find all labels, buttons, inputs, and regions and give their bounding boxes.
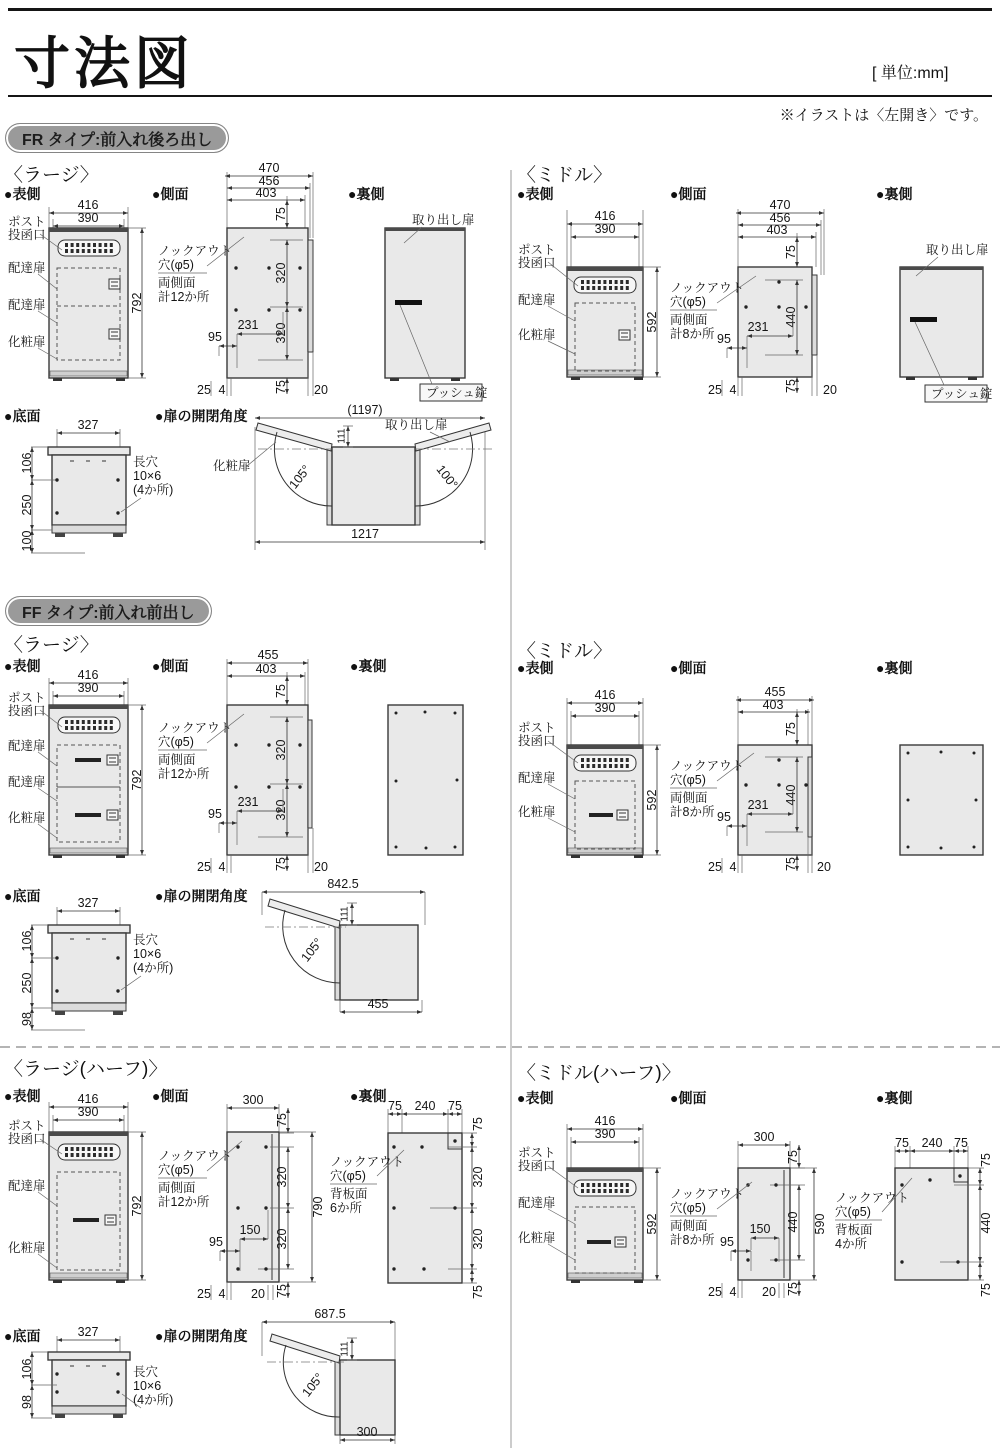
dim: 106 bbox=[20, 452, 34, 474]
dim: 95 bbox=[208, 807, 222, 821]
dim: 95 bbox=[209, 1235, 223, 1249]
dim: 300 bbox=[753, 1130, 775, 1144]
dim: 455 bbox=[367, 997, 389, 1011]
view-label: ●表側 bbox=[517, 186, 554, 202]
deco-door-open bbox=[270, 1334, 340, 1363]
handle-icon bbox=[589, 813, 613, 817]
dim: 792 bbox=[130, 1195, 144, 1217]
part-label: 投函口 bbox=[8, 704, 46, 718]
dim: 416 bbox=[77, 198, 99, 212]
post-slot-icon bbox=[58, 240, 120, 256]
view-label: ●側面 bbox=[670, 1090, 707, 1106]
fr-door-angle-view bbox=[213, 403, 492, 550]
dim: 231 bbox=[747, 320, 769, 334]
dim: 75 bbox=[274, 207, 288, 221]
size-label-half-large: 〈ラージ(ハーフ)〉 bbox=[4, 1059, 168, 1080]
dim: 390 bbox=[77, 1105, 99, 1119]
part-label: ポスト bbox=[518, 243, 556, 257]
lock-icon bbox=[617, 810, 628, 820]
post-slot-icon bbox=[58, 1144, 120, 1160]
dim: 416 bbox=[77, 668, 99, 682]
dim: (1197) bbox=[347, 403, 383, 417]
dim: 105° bbox=[286, 462, 314, 492]
callout: ノックアウト bbox=[670, 1187, 745, 1201]
view-label: ●側面 bbox=[670, 660, 707, 676]
part-label: 投函口 bbox=[518, 256, 556, 270]
callout: 10×6 bbox=[133, 469, 162, 483]
dim: 20 bbox=[251, 1287, 265, 1301]
dim: 231 bbox=[237, 795, 259, 809]
dim: 320 bbox=[274, 799, 288, 821]
illustration-note: ※イラストは〈左開き〉です。 bbox=[779, 107, 988, 124]
half-middle-back-view bbox=[835, 1136, 993, 1297]
size-label-fr-middle: 〈ミドル〉 bbox=[517, 165, 613, 186]
dim: 456 bbox=[769, 211, 791, 225]
callout: ノックアウト bbox=[835, 1191, 910, 1205]
view-label: ●底面 bbox=[4, 1328, 41, 1344]
dim: 95 bbox=[717, 332, 731, 346]
part-label: 化粧扉 bbox=[8, 811, 46, 825]
deco-door-open bbox=[256, 423, 332, 451]
lock-icon bbox=[107, 810, 118, 820]
part-label: 投函口 bbox=[8, 1132, 46, 1146]
ff-large-back-view bbox=[388, 705, 463, 855]
callout: ノックアウト bbox=[158, 244, 233, 258]
view-label: ●側面 bbox=[152, 186, 189, 202]
part-label: 配達扉 bbox=[518, 1196, 556, 1210]
dim: 75 bbox=[274, 684, 288, 698]
post-slot-icon bbox=[574, 1180, 636, 1196]
push-lock-icon bbox=[910, 317, 937, 322]
dim: 20 bbox=[762, 1285, 776, 1299]
dim: 440 bbox=[784, 784, 798, 806]
callout: 穴(φ5) bbox=[158, 735, 194, 749]
view-label: ●側面 bbox=[670, 186, 707, 202]
dim: 75 bbox=[471, 1117, 485, 1131]
part-label: ポスト bbox=[8, 1119, 46, 1133]
dim: 75 bbox=[784, 857, 798, 871]
part-label: 化粧扉 bbox=[8, 1241, 46, 1255]
dim: 1217 bbox=[351, 527, 379, 541]
dim: 75 bbox=[979, 1153, 993, 1167]
dim: 592 bbox=[645, 311, 659, 333]
dim: 403 bbox=[762, 698, 784, 712]
dim: 75 bbox=[275, 1284, 289, 1298]
dim: 105° bbox=[298, 935, 326, 965]
dim: 416 bbox=[594, 688, 616, 702]
view-label: ●表側 bbox=[517, 660, 554, 676]
page-title: 寸法図 bbox=[14, 32, 194, 95]
callout: 両側面 bbox=[670, 313, 708, 327]
callout: 背板面 bbox=[330, 1187, 368, 1201]
fr-middle-side-view bbox=[670, 198, 837, 397]
view-label: ●裏側 bbox=[876, 660, 913, 676]
dim: 75 bbox=[954, 1136, 968, 1150]
callout: 背板面 bbox=[835, 1223, 873, 1237]
dim: 75 bbox=[979, 1283, 993, 1297]
dim: 592 bbox=[645, 1213, 659, 1235]
view-label: ●表側 bbox=[4, 1088, 41, 1104]
part-label: ポスト bbox=[8, 691, 46, 705]
part-label: 配達扉 bbox=[8, 261, 46, 275]
dim: 390 bbox=[594, 701, 616, 715]
dim: 75 bbox=[471, 1285, 485, 1299]
part-label: 配達扉 bbox=[518, 293, 556, 307]
view-label: ●裏側 bbox=[350, 658, 387, 674]
dim: 320 bbox=[275, 1228, 289, 1250]
part-label: 取り出し扉 bbox=[412, 213, 475, 227]
dim: 95 bbox=[720, 1235, 734, 1249]
dim: 231 bbox=[747, 798, 769, 812]
callout: (4か所) bbox=[133, 1393, 174, 1407]
dim: 4 bbox=[729, 383, 737, 397]
dim: 320 bbox=[471, 1166, 485, 1188]
ff-type-badge: FF タイプ:前入れ前出し bbox=[5, 596, 212, 626]
dim: 790 bbox=[311, 1196, 325, 1218]
view-label: ●裏側 bbox=[348, 186, 385, 202]
half-middle-side-view bbox=[670, 1130, 827, 1299]
callout: 10×6 bbox=[133, 1379, 162, 1393]
callout: 穴(φ5) bbox=[158, 1163, 194, 1177]
dim: 470 bbox=[258, 161, 280, 175]
dim: 150 bbox=[749, 1222, 771, 1236]
lock-icon bbox=[615, 1237, 626, 1247]
dim: 4 bbox=[218, 860, 226, 874]
fr-large-front-view bbox=[8, 198, 146, 381]
dim: 75 bbox=[784, 722, 798, 736]
half-door-angle-view bbox=[262, 1307, 395, 1444]
dim: 792 bbox=[130, 769, 144, 791]
dim: 150 bbox=[239, 1223, 261, 1237]
dim: 25 bbox=[197, 383, 211, 397]
dim: 403 bbox=[255, 662, 277, 676]
dim: 75 bbox=[388, 1099, 402, 1113]
part-label: 化粧扉 bbox=[518, 805, 556, 819]
part-label: 投函口 bbox=[518, 734, 556, 748]
callout: 穴(φ5) bbox=[330, 1169, 366, 1183]
deco-door-open bbox=[268, 899, 340, 928]
part-label: 化粧扉 bbox=[8, 335, 46, 349]
dim: 106 bbox=[20, 1358, 34, 1380]
view-label: ●表側 bbox=[4, 658, 41, 674]
part-label: 化粧扉 bbox=[518, 1231, 556, 1245]
dim: 792 bbox=[130, 292, 144, 314]
part-label: 投函口 bbox=[8, 228, 46, 242]
handle-icon bbox=[587, 1240, 611, 1244]
half-large-front-view bbox=[8, 1092, 146, 1283]
fr-middle-front-view bbox=[518, 209, 661, 380]
callout: 穴(φ5) bbox=[670, 295, 706, 309]
dim: 403 bbox=[255, 186, 277, 200]
dim: 111 bbox=[336, 428, 348, 444]
dim: 111 bbox=[339, 1341, 351, 1357]
part-label: プッシュ錠 bbox=[931, 387, 993, 401]
callout: ノックアウト bbox=[670, 759, 745, 773]
part-label: ポスト bbox=[518, 1146, 556, 1160]
callout: 長穴 bbox=[133, 933, 159, 947]
part-label: 配達扉 bbox=[8, 298, 46, 312]
callout: 両側面 bbox=[670, 791, 708, 805]
dim: 20 bbox=[823, 383, 837, 397]
half-middle-front-view bbox=[518, 1114, 661, 1283]
callout: 長穴 bbox=[133, 1365, 159, 1379]
dim: 390 bbox=[77, 681, 99, 695]
dim: 240 bbox=[414, 1099, 436, 1113]
callout: 計8か所 bbox=[670, 327, 715, 341]
callout: 穴(φ5) bbox=[835, 1205, 871, 1219]
dim: 687.5 bbox=[314, 1307, 346, 1321]
dim: 390 bbox=[594, 222, 616, 236]
view-label: ●裏側 bbox=[350, 1088, 387, 1104]
callout: (4か所) bbox=[133, 961, 174, 975]
callout: 両側面 bbox=[670, 1219, 708, 1233]
dim: 250 bbox=[20, 972, 34, 994]
lock-icon bbox=[109, 279, 120, 289]
lock-icon bbox=[109, 329, 120, 339]
dim: 320 bbox=[274, 262, 288, 284]
dim: 20 bbox=[314, 860, 328, 874]
callout: 計12か所 bbox=[158, 1195, 210, 1209]
callout: 10×6 bbox=[133, 947, 162, 961]
handle-icon bbox=[75, 813, 101, 817]
dim: 416 bbox=[77, 1092, 99, 1106]
size-label-fr-large: 〈ラージ〉 bbox=[4, 165, 99, 186]
dim: 75 bbox=[448, 1099, 462, 1113]
dim: 98 bbox=[20, 1012, 34, 1026]
callout: 計8か所 bbox=[670, 805, 715, 819]
dim: 842.5 bbox=[327, 877, 359, 891]
dim: 440 bbox=[979, 1212, 993, 1234]
part-label: 配達扉 bbox=[518, 771, 556, 785]
callout: ノックアウト bbox=[158, 1149, 233, 1163]
view-label: ●裏側 bbox=[876, 1090, 913, 1106]
dim: 100° bbox=[433, 462, 461, 492]
ff-door-angle-view bbox=[262, 877, 425, 1012]
fr-type-badge: FR タイプ:前入れ後ろ出し bbox=[5, 123, 229, 153]
callout: (4か所) bbox=[133, 483, 174, 497]
part-label: ポスト bbox=[518, 721, 556, 735]
view-label: ●側面 bbox=[152, 1088, 189, 1104]
callout: ノックアウト bbox=[158, 721, 233, 735]
dim: 327 bbox=[77, 1325, 99, 1339]
part-label: 配達扉 bbox=[8, 739, 46, 753]
dim: 75 bbox=[275, 1113, 289, 1127]
dim: 106 bbox=[20, 930, 34, 952]
part-label: 化粧扉 bbox=[213, 459, 251, 473]
dim: 75 bbox=[895, 1136, 909, 1150]
dim: 455 bbox=[764, 685, 786, 699]
handle-icon bbox=[75, 758, 101, 762]
fr-large-back-view bbox=[385, 212, 488, 401]
callout: 6か所 bbox=[330, 1201, 362, 1215]
part-label: 配達扉 bbox=[8, 1179, 46, 1193]
dim: 300 bbox=[356, 1425, 378, 1439]
view-label: ●側面 bbox=[152, 658, 189, 674]
callout: ノックアウト bbox=[670, 281, 745, 295]
fr-bottom-view bbox=[20, 418, 173, 553]
dim: 4 bbox=[729, 1285, 737, 1299]
view-label: ●扉の開閉角度 bbox=[155, 408, 248, 424]
dim: 327 bbox=[77, 896, 99, 910]
fr-large-side-view bbox=[158, 161, 328, 397]
dim: 25 bbox=[197, 1287, 211, 1301]
callout: 両側面 bbox=[158, 753, 196, 767]
part-label: 投函口 bbox=[518, 1159, 556, 1173]
dim: 20 bbox=[817, 860, 831, 874]
part-label: ポスト bbox=[8, 215, 46, 229]
dim: 320 bbox=[275, 1166, 289, 1188]
size-label-half-middle: 〈ミドル(ハーフ)〉 bbox=[517, 1063, 681, 1084]
part-label: 配達扉 bbox=[8, 775, 46, 789]
dim: 250 bbox=[20, 494, 34, 516]
dim: 327 bbox=[77, 418, 99, 432]
view-label: ●扉の開閉角度 bbox=[155, 888, 248, 904]
post-slot-icon bbox=[574, 755, 636, 771]
ff-middle-back-view bbox=[900, 745, 983, 855]
callout: 穴(φ5) bbox=[670, 1201, 706, 1215]
dim: 25 bbox=[708, 860, 722, 874]
dim: 75 bbox=[784, 379, 798, 393]
size-label-ff-middle: 〈ミドル〉 bbox=[517, 641, 613, 662]
dim: 105° bbox=[299, 1370, 327, 1400]
dim: 416 bbox=[594, 1114, 616, 1128]
dim: 75 bbox=[274, 857, 288, 871]
view-label: ●底面 bbox=[4, 888, 41, 904]
dim: 25 bbox=[708, 1285, 722, 1299]
dim: 100 bbox=[20, 530, 34, 552]
callout: 穴(φ5) bbox=[670, 773, 706, 787]
view-label: ●表側 bbox=[517, 1090, 554, 1106]
callout: 計12か所 bbox=[158, 767, 210, 781]
dim: 455 bbox=[257, 648, 279, 662]
ff-middle-front-view bbox=[518, 688, 661, 858]
dim: 4 bbox=[218, 1287, 226, 1301]
dim: 111 bbox=[339, 906, 351, 922]
dim: 456 bbox=[258, 174, 280, 188]
dim: 75 bbox=[274, 380, 288, 394]
dim: 240 bbox=[921, 1136, 943, 1150]
half-large-side-view bbox=[158, 1093, 325, 1301]
callout: 穴(φ5) bbox=[158, 258, 194, 272]
ff-large-front-view bbox=[8, 668, 146, 858]
dim: 300 bbox=[242, 1093, 264, 1107]
dim: 470 bbox=[769, 198, 791, 212]
dim: 440 bbox=[786, 1211, 800, 1233]
ff-middle-side-view bbox=[670, 685, 831, 874]
view-label: ●底面 bbox=[4, 408, 41, 424]
lock-icon bbox=[107, 755, 118, 765]
callout: ノックアウト bbox=[330, 1155, 405, 1169]
callout: 4か所 bbox=[835, 1237, 867, 1251]
dim: 390 bbox=[594, 1127, 616, 1141]
dim: 20 bbox=[314, 383, 328, 397]
dim: 4 bbox=[218, 383, 226, 397]
callout: 両側面 bbox=[158, 276, 196, 290]
dim: 320 bbox=[471, 1228, 485, 1250]
half-bottom-view bbox=[20, 1325, 173, 1418]
part-label: プッシュ錠 bbox=[426, 386, 488, 400]
dim: 95 bbox=[717, 810, 731, 824]
dim: 25 bbox=[708, 383, 722, 397]
part-label: 取り出し扉 bbox=[926, 243, 989, 257]
view-label: ●扉の開閉角度 bbox=[155, 1328, 248, 1344]
ff-large-side-view bbox=[158, 648, 328, 874]
handle-icon bbox=[73, 1218, 99, 1222]
post-slot-icon bbox=[58, 717, 120, 733]
fr-middle-back-view bbox=[900, 242, 993, 402]
dim: 4 bbox=[729, 860, 737, 874]
dim: 440 bbox=[784, 306, 798, 328]
callout: 両側面 bbox=[158, 1181, 196, 1195]
dim: 390 bbox=[77, 211, 99, 225]
dim: 403 bbox=[766, 223, 788, 237]
part-label: 取り出し扉 bbox=[385, 418, 448, 432]
dim: 98 bbox=[20, 1395, 34, 1409]
post-slot-icon bbox=[574, 277, 636, 293]
view-label: ●表側 bbox=[4, 186, 41, 202]
part-label: 化粧扉 bbox=[518, 328, 556, 342]
dim: 231 bbox=[237, 318, 259, 332]
dim: 590 bbox=[813, 1213, 827, 1235]
callout: 計12か所 bbox=[158, 290, 210, 304]
dim: 320 bbox=[274, 322, 288, 344]
callout: 長穴 bbox=[133, 455, 159, 469]
dim: 95 bbox=[208, 330, 222, 344]
unit-note: [ 単位:mm] bbox=[872, 65, 949, 82]
view-label: ●裏側 bbox=[876, 186, 913, 202]
dim: 592 bbox=[645, 789, 659, 811]
dim: 75 bbox=[786, 1282, 800, 1296]
lock-icon bbox=[619, 330, 630, 340]
lock-icon bbox=[105, 1215, 116, 1225]
half-large-back-view bbox=[330, 1099, 485, 1299]
dim: 25 bbox=[197, 860, 211, 874]
dim: 75 bbox=[784, 245, 798, 259]
push-lock-icon bbox=[395, 300, 422, 305]
dim: 75 bbox=[786, 1150, 800, 1164]
dim: 416 bbox=[594, 209, 616, 223]
ff-bottom-view bbox=[20, 896, 173, 1030]
size-label-ff-large: 〈ラージ〉 bbox=[4, 635, 99, 656]
dim: 320 bbox=[274, 739, 288, 761]
callout: 計8か所 bbox=[670, 1233, 715, 1247]
